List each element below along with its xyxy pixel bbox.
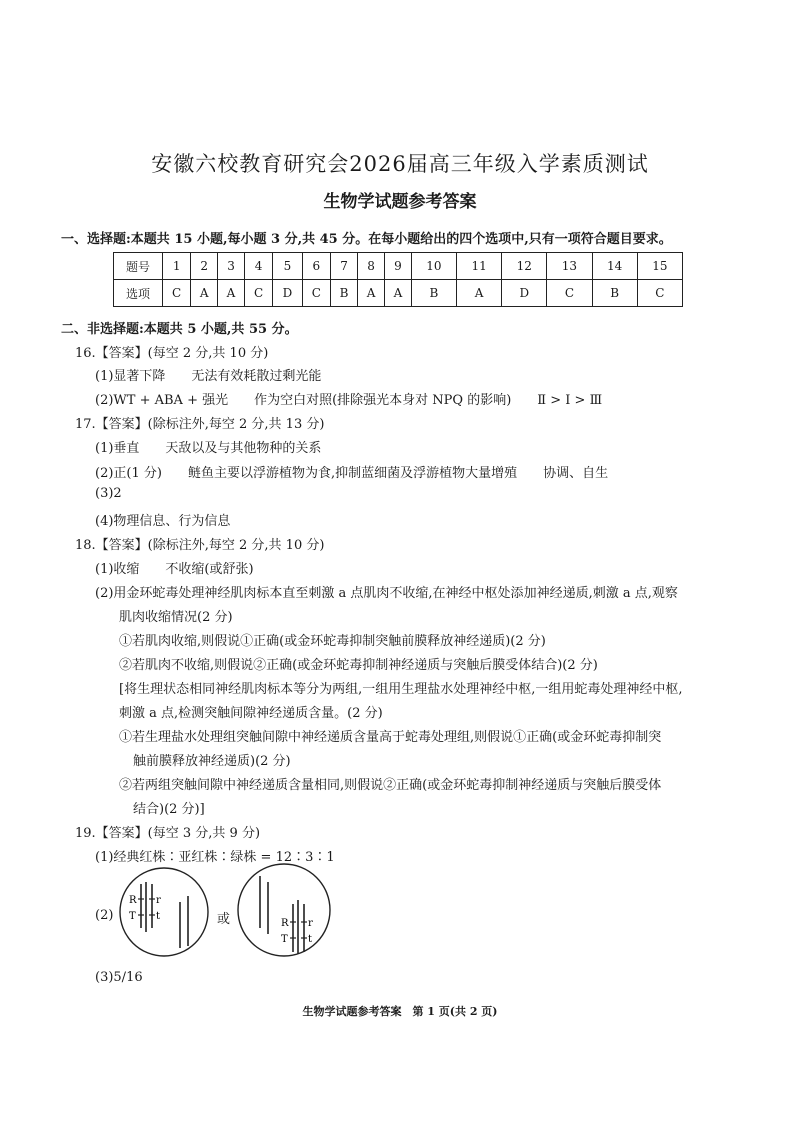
table-cell: 10 bbox=[411, 253, 456, 280]
q17-answer-1: (1)垂直 天敌以及与其他物种的关系 bbox=[95, 441, 322, 456]
table-cell: A bbox=[385, 280, 412, 307]
table-cell: 5 bbox=[273, 253, 302, 280]
table-cell: 6 bbox=[302, 253, 330, 280]
table-cell: B bbox=[330, 280, 357, 307]
gene-label-T: T bbox=[281, 934, 288, 945]
table-cell: 3 bbox=[218, 253, 245, 280]
q18-heading: 18.【答案】(除标注外,每空 2 分,共 10 分) bbox=[75, 538, 325, 553]
table-cell: A bbox=[457, 280, 502, 307]
q18-alt-case1-line1: ①若生理盐水处理组突触间隙中神经递质含量高于蛇毒处理组,则假说①正确(或金环蛇毒抑制突 bbox=[119, 730, 662, 745]
table-cell: 14 bbox=[592, 253, 637, 280]
answer-table bbox=[113, 252, 683, 307]
table-cell: A bbox=[358, 280, 385, 307]
gene-label-T: T bbox=[129, 911, 136, 922]
q17-answer-4: (4)物理信息、行为信息 bbox=[95, 514, 231, 529]
gene-label-R: R bbox=[281, 918, 289, 929]
q16-answer-2: (2)WT + ABA + 强光 作为空白对照(排除强光本身对 NPQ 的影响) Ⅱ > Ⅰ > Ⅲ bbox=[95, 393, 603, 408]
q18-answer-1: (1)收缩 不收缩(或舒张) bbox=[95, 562, 254, 577]
page-footer: 生物学试题参考答案 第 1 页(共 2 页) bbox=[302, 1005, 498, 1018]
q18-alt-line2: 刺激 a 点,检测突触间隙神经递质含量。(2 分) bbox=[119, 706, 383, 721]
row-label-numbers: 题号 bbox=[114, 253, 163, 280]
table-cell: 13 bbox=[547, 253, 592, 280]
section1-heading: 一、选择题:本题共 15 小题,每小题 3 分,共 45 分。在每小题给出的四个选项中,只有一项符合题目要求。 bbox=[61, 232, 672, 247]
row-label-options: 选项 bbox=[114, 280, 163, 307]
q18-answer-2-case2: ②若肌肉不收缩,则假说②正确(或金环蛇毒抑制神经递质与突触后膜受体结合)(2 分) bbox=[119, 658, 598, 673]
section2-heading: 二、非选择题:本题共 5 小题,共 55 分。 bbox=[61, 322, 298, 337]
table-cell: B bbox=[592, 280, 637, 307]
table-cell: C bbox=[302, 280, 330, 307]
table-cell: 15 bbox=[637, 253, 682, 280]
gene-label-t: t bbox=[308, 934, 313, 945]
answer-table-row-numbers bbox=[114, 253, 683, 280]
page-subtitle: 生物学试题参考答案 bbox=[323, 192, 477, 212]
table-cell: A bbox=[191, 280, 218, 307]
q18-alt-line1: [将生理状态相同神经肌肉标本等分为两组,一组用生理盐水处理神经中枢,一组用蛇毒处理神经中枢, bbox=[119, 682, 683, 697]
table-cell: 2 bbox=[191, 253, 218, 280]
table-cell: A bbox=[218, 280, 245, 307]
gene-label-r: r bbox=[308, 918, 313, 929]
q18-alt-case2-line1: ②若两组突触间隙中神经递质含量相同,则假说②正确(或金环蛇毒抑制神经递质与突触后膜受体 bbox=[119, 778, 662, 793]
q19-answer-1: (1)经典红株∶亚红株∶绿株 = 12∶3∶1 bbox=[95, 850, 335, 865]
q18-alt-case2-line2: 结合)(2 分)] bbox=[133, 802, 205, 817]
q18-answer-2-line2: 肌肉收缩情况(2 分) bbox=[119, 610, 233, 625]
q18-answer-2-line1: (2)用金环蛇毒处理神经肌肉标本直至刺激 a 点肌肉不收缩,在神经中枢处添加神经递质,刺激 a 点,观察 bbox=[95, 586, 678, 601]
gene-label-R: R bbox=[129, 895, 137, 906]
table-cell: C bbox=[637, 280, 682, 307]
q17-answer-3: (3)2 bbox=[95, 486, 122, 501]
q19-answer-2-label: (2) bbox=[95, 908, 114, 923]
cell-diagram-1 bbox=[118, 866, 210, 958]
table-cell: 7 bbox=[330, 253, 357, 280]
gene-label-t: t bbox=[156, 911, 161, 922]
table-cell: 8 bbox=[358, 253, 385, 280]
q17-answer-2: (2)正(1 分) 鲢鱼主要以浮游植物为食,抑制蓝细菌及浮游植物大量增殖 协调、自生 bbox=[95, 466, 609, 481]
answer-table-row-options bbox=[114, 280, 683, 307]
table-cell: C bbox=[163, 280, 191, 307]
table-cell: 9 bbox=[385, 253, 412, 280]
table-cell: 4 bbox=[244, 253, 272, 280]
table-cell: D bbox=[502, 280, 547, 307]
table-cell: 1 bbox=[163, 253, 191, 280]
q16-answer-1: (1)显著下降 无法有效耗散过剩光能 bbox=[95, 369, 322, 384]
q19-answer-3: (3)5/16 bbox=[95, 970, 143, 985]
or-text: 或 bbox=[217, 912, 231, 927]
q17-heading: 17.【答案】(除标注外,每空 2 分,共 13 分) bbox=[75, 417, 325, 432]
table-cell: 11 bbox=[457, 253, 502, 280]
table-cell: C bbox=[547, 280, 592, 307]
table-cell: 12 bbox=[502, 253, 547, 280]
table-cell: B bbox=[411, 280, 456, 307]
cell-diagram-2 bbox=[236, 862, 332, 958]
q18-alt-case1-line2: 触前膜释放神经递质)(2 分) bbox=[133, 754, 291, 769]
table-cell: C bbox=[244, 280, 272, 307]
q19-heading: 19.【答案】(每空 3 分,共 9 分) bbox=[75, 826, 261, 841]
page-title: 安徽六校教育研究会2026届高三年级入学素质测试 bbox=[151, 152, 649, 176]
table-cell: D bbox=[273, 280, 302, 307]
q18-answer-2-case1: ①若肌肉收缩,则假说①正确(或金环蛇毒抑制突触前膜释放神经递质)(2 分) bbox=[119, 634, 546, 649]
q16-heading: 16.【答案】(每空 2 分,共 10 分) bbox=[75, 346, 269, 361]
gene-label-r: r bbox=[156, 895, 161, 906]
